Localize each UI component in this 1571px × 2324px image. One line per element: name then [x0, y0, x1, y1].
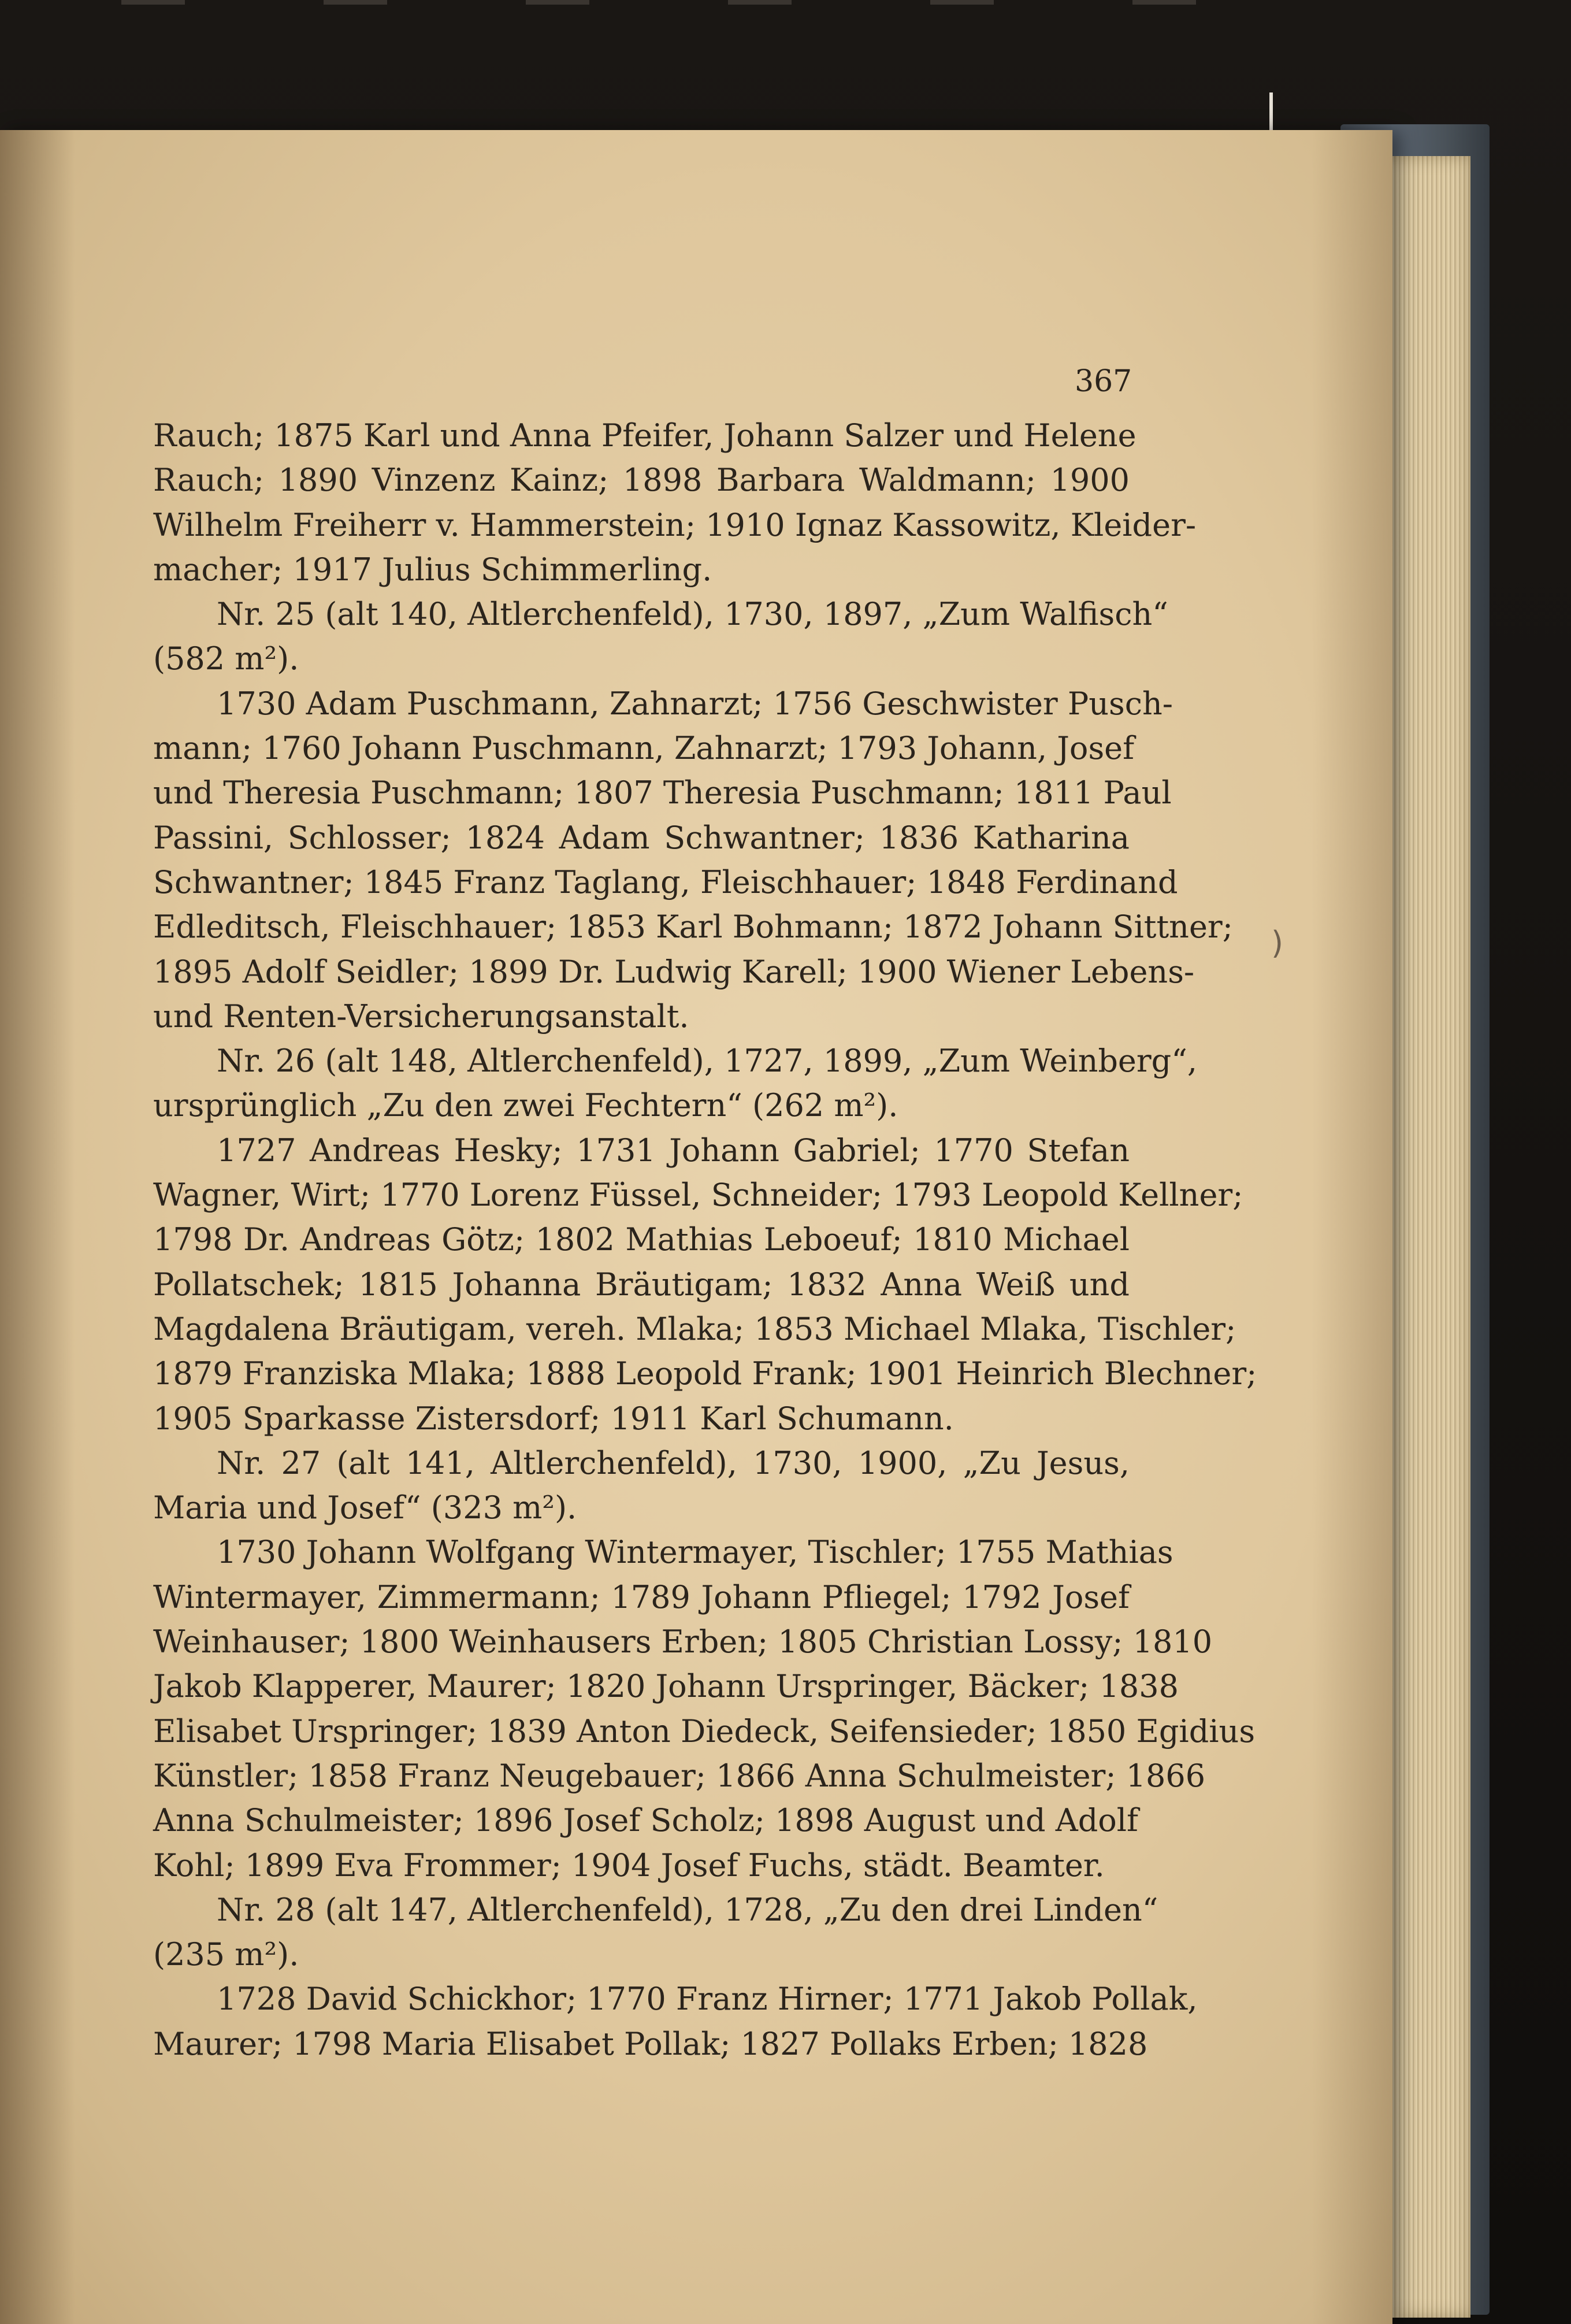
text-line: 1728 David Schickhor; 1770 Franz Hirner; 1771 Jakob Pollak, [217, 1981, 1198, 2018]
text-line: Nr. 27 (alt 141, Altlerchenfeld), 1730, 1900, „Zu Jesus, [217, 1444, 1130, 1481]
text-line: Rauch; 1875 Karl und Anna Pfeifer, Johann Salzer und Helene [153, 417, 1137, 454]
text-line: Wintermayer, Zimmermann; 1789 Johann Pfliegel; 1792 Josef [153, 1578, 1130, 1615]
text-line: 1798 Dr. Andreas Götz; 1802 Mathias Leboeuf; 1810 Michael [153, 1221, 1130, 1258]
top-spacer [153, 358, 1130, 413]
text-line: Pollatschek; 1815 Johanna Bräutigam; 1832 Anna Weiß und [153, 1266, 1130, 1303]
text-line: Schwantner; 1845 Franz Taglang, Fleischhauer; 1848 Ferdinand [153, 863, 1178, 900]
text-line: 1727 Andreas Hesky; 1731 Johann Gabriel; 1770 Stefan [217, 1132, 1130, 1169]
text-line: macher; 1917 Julius Schimmerling. [153, 551, 712, 588]
text-line: Anna Schulmeister; 1896 Josef Scholz; 1898 August und Adolf [153, 1802, 1139, 1839]
text-line: Wilhelm Freiherr v. Hammerstein; 1910 Ignaz Kassowitz, Kleider- [153, 506, 1197, 543]
text-line: Weinhauser; 1800 Weinhausers Erben; 1805 Christian Lossy; 1810 [153, 1624, 1213, 1660]
text-line: ursprünglich „Zu den zwei Fechtern“ (262 m²). [153, 1087, 898, 1124]
page-number: 367 [1075, 364, 1132, 399]
text-line: 1895 Adolf Seidler; 1899 Dr. Ludwig Karell; 1900 Wiener Lebens- [153, 953, 1195, 990]
text-line: Edleditsch, Fleischhauer; 1853 Karl Bohmann; 1872 Johann Sittner; [153, 909, 1233, 946]
text-line: Jakob Klapperer, Maurer; 1820 Johann Urspringer, Bäcker; 1838 [153, 1668, 1179, 1705]
text-line: (235 m²). [153, 1936, 299, 1973]
text-line: Elisabet Urspringer; 1839 Anton Diedeck, Seifensieder; 1850 Egidius [153, 1713, 1256, 1750]
text-line: Nr. 28 (alt 147, Altlerchenfeld), 1728, „Zu den drei Linden“ [217, 1891, 1158, 1928]
scanner-top-marks [0, 0, 1571, 12]
text-line: Nr. 26 (alt 148, Altlerchenfeld), 1727, 1899, „Zum Weinberg“, [217, 1043, 1198, 1080]
text-line: Maria und Josef“ (323 m²). [153, 1489, 577, 1526]
text-line: Passini, Schlosser; 1824 Adam Schwantner; 1836 Katharina [153, 819, 1130, 856]
page-edge-shade [1312, 130, 1392, 2324]
text-line: Rauch; 1890 Vinzenz Kainz; 1898 Barbara Waldmann; 1900 [153, 462, 1130, 499]
gutter-shadow [0, 130, 75, 2324]
text-line: (582 m²). [153, 640, 299, 677]
text-line: Kohl; 1899 Eva Frommer; 1904 Josef Fuchs, städt. Beamter. [153, 1847, 1105, 1884]
text-line: 1730 Adam Puschmann, Zahnarzt; 1756 Geschwister Pusch- [217, 685, 1173, 722]
text-line: Künstler; 1858 Franz Neugebauer; 1866 Anna Schulmeister; 1866 [153, 1757, 1206, 1794]
text-line: Maurer; 1798 Maria Elisabet Pollak; 1827 Pollaks Erben; 1828 [153, 2025, 1148, 2062]
text-line: 1730 Johann Wolfgang Wintermayer, Tischler; 1755 Mathias [217, 1534, 1173, 1571]
text-line: Magdalena Bräutigam, vereh. Mlaka; 1853 Michael Mlaka, Tischler; [153, 1310, 1236, 1347]
text-line: und Theresia Puschmann; 1807 Theresia Puschmann; 1811 Paul [153, 774, 1172, 811]
text-line: 1879 Franziska Mlaka; 1888 Leopold Frank; 1901 Heinrich Blechner; [153, 1355, 1257, 1392]
page-text [153, 358, 1257, 2066]
text-line: Nr. 25 (alt 140, Altlerchenfeld), 1730, 1897, „Zum Walfisch“ [217, 596, 1168, 633]
pencil-mark: ) [1271, 925, 1284, 961]
text-line: 1905 Sparkasse Zistersdorf; 1911 Karl Schumann. [153, 1400, 954, 1437]
text-line: Wagner, Wirt; 1770 Lorenz Füssel, Schneider; 1793 Leopold Kellner; [153, 1177, 1243, 1214]
text-line: mann; 1760 Johann Puschmann, Zahnarzt; 1793 Johann, Josef [153, 730, 1135, 767]
text-line: und Renten-Versicherungsanstalt. [153, 998, 689, 1035]
